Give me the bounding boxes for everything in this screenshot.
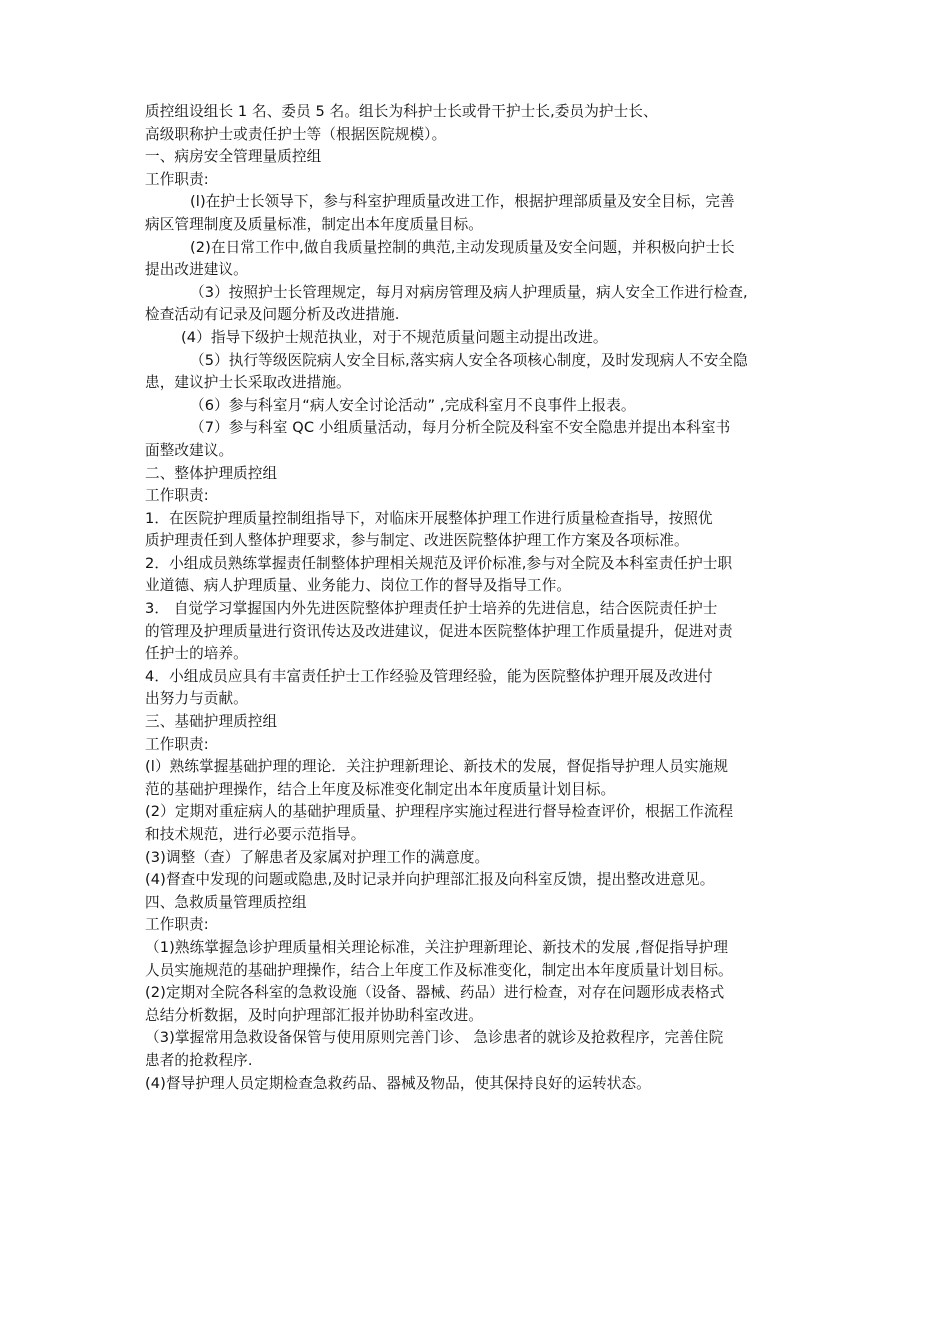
duty-item-line: 面整改建议。 — [145, 441, 234, 459]
section-title: 一、病房安全管理量质控组 — [145, 148, 322, 166]
duty-item-line: (4)督导护理人员定期检查急救药品、器械及物品，使其保持良好的运转状态。 — [145, 1074, 651, 1092]
duty-item-line: 和技术规范，进行必要示范指导。 — [145, 826, 366, 843]
duty-item-line: 范的基础护理操作，结合上年度及标准变化制定出本年度质量计划目标。 — [145, 780, 616, 798]
duty-item-line: 总结分析数据，及时向护理部汇报并协助科室改进。 — [145, 1006, 483, 1024]
duty-item-line: 出努力与贡献。 — [145, 690, 248, 708]
duty-item-line: (4)督查中发现的问题或隐患,及时记录并向护理部汇报及向科室反馈，提出整改进意见。 — [145, 871, 715, 889]
duty-item-line: 2．小组成员熟练掌握责任制整体护理相关规范及评价标准,参与对全院及本科室责任护士职 — [145, 554, 733, 572]
duty-item-line: (2)定期对全院各科室的急救设施（设备、器械、药品）进行检查，对存在问题形成表格式 — [145, 984, 725, 1002]
duty-item-line: （6）参与科室月“病人安全讨论活动” ,完成科室月不良事件上报表。 — [190, 396, 636, 414]
duty-label: 工作职责: — [145, 916, 209, 934]
duty-item-line: 提出改进建议。 — [145, 261, 248, 279]
section-title: 二、整体护理质控组 — [145, 464, 278, 482]
duty-label: 工作职责: — [145, 735, 209, 753]
intro-line: 高级职称护士或责任护士等（根据医院规模）。 — [145, 125, 447, 143]
duty-item-line: 患者的抢救程序. — [145, 1051, 253, 1069]
duty-item-line: （3）按照护士长管理规定，每月对病房管理及病人护理质量，病人安全工作进行检查, — [190, 283, 748, 301]
section-title: 四、急救质量管理质控组 — [145, 893, 307, 911]
duty-item-line: (l)在护士长领导下，参与科室护理质量改进工作，根据护理部质量及安全目标，完善 — [190, 193, 735, 211]
duty-item-line: 4．小组成员应具有丰富责任护士工作经验及管理经验，能为医院整体护理开展及改进付 — [145, 667, 713, 685]
duty-item-line: (3)调整（查）了解患者及家属对护理工作的满意度。 — [145, 848, 490, 866]
duty-label: 工作职责: — [145, 170, 209, 188]
duty-item-line: 患，建议护士长采取改进措施。 — [145, 374, 351, 392]
duty-item-line: 1．在医院护理质量控制组指导下，对临床开展整体护理工作进行质量检查指导，按照优 — [145, 509, 713, 527]
duty-item-line: (2)在日常工作中,做自我质量控制的典范,主动发现质量及安全问题，并积极向护士长 — [190, 238, 735, 256]
duty-item-line: （1)熟练掌握急诊护理质量相关理论标准，关注护理新理论、新技术的发展 ,督促指导护理 — [145, 938, 729, 956]
duty-item-line: (2）定期对重症病人的基础护理质量、护理程序实施过程进行督导检查评价，根据工作流程 — [145, 803, 734, 821]
duty-item-line: 任护士的培养。 — [145, 645, 248, 663]
duty-item-line: （7）参与科室 QC 小组质量活动，每月分析全院及科室不安全隐患并提出本科室书 — [190, 419, 731, 437]
duty-item-line: （3)掌握常用急救设备保管与使用原则完善门诊、 急诊患者的就诊及抢救程序，完善住院 — [145, 1029, 724, 1047]
duty-item-line: 质护理责任到人整体护理要求，参与制定、改进医院整体护理工作方案及各项标准。 — [145, 532, 689, 550]
duty-item-line: 业道德、病人护理质量、业务能力、岗位工作的督导及指导工作。 — [145, 577, 572, 595]
duty-item-line: 检查活动有记录及问题分析及改进措施. — [145, 306, 400, 324]
intro-line: 质控组设组长 1 名、委员 5 名。组长为科护士长或骨干护士长,委员为护士长、 — [145, 103, 658, 120]
duty-label: 工作职责: — [145, 487, 209, 505]
duty-item-line: （5）执行等级医院病人安全目标,落实病人安全各项核心制度，及时发现病人不安全隐 — [190, 351, 748, 369]
duty-item-line: (4）指导下级护士规范执业，对于不规范质量问题主动提出改进。 — [181, 328, 608, 346]
document-page — [145, 101, 817, 1095]
section-title: 三、基础护理质控组 — [145, 713, 278, 731]
duty-item-line: 的管理及护理质量进行资讯传达及改进建议，促进本医院整体护理工作质量提升，促进对责 — [145, 622, 733, 640]
duty-item-line: 病区管理制度及质量标准，制定出本年度质量目标。 — [145, 215, 483, 233]
duty-item-line: (l）熟练掌握基础护理的理论．关注护理新理论、新技术的发展，督促指导护理人员实施规 — [145, 758, 729, 776]
duty-item-line: 3． 自觉学习掌握国内外先进医院整体护理责任护士培养的先进信息，结合医院责任护士 — [145, 600, 718, 618]
duty-item-line: 人员实施规范的基础护理操作，结合上年度工作及标准变化，制定出本年度质量计划目标。 — [145, 961, 733, 979]
